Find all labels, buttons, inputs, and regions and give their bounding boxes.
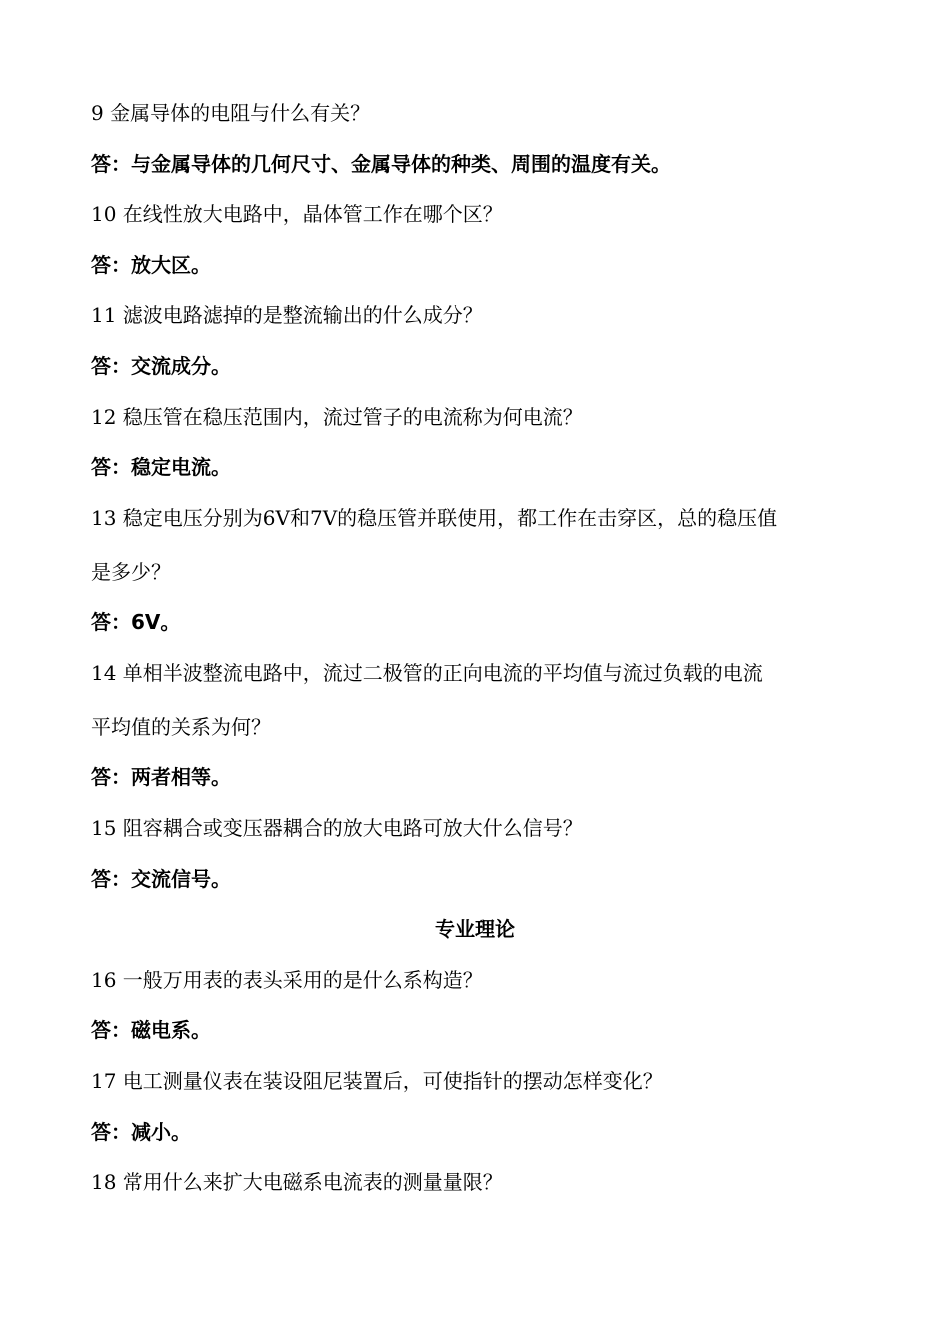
question-15: 15 阻容耦合或变压器耦合的放大电路可放大什么信号？: [91, 816, 583, 840]
question-14-line-2: 平均值的关系为何？: [91, 715, 271, 739]
answer-15: 答：交流信号。: [91, 867, 231, 891]
question-14-line-1: 14 单相半波整流电路中，流过二极管的正向电流的平均值与流过负载的电流: [91, 661, 763, 685]
section-heading: 专业理论: [435, 917, 515, 941]
answer-12: 答：稳定电流。: [91, 455, 231, 479]
answer-10: 答：放大区。: [91, 253, 211, 277]
question-12: 12 稳压管在稳压范围内，流过管子的电流称为何电流？: [91, 405, 583, 429]
question-13-line-2: 是多少？: [91, 560, 171, 584]
answer-17: 答：减小。: [91, 1120, 191, 1144]
question-16: 16 一般万用表的表头采用的是什么系构造？: [91, 968, 483, 992]
answer-16: 答：磁电系。: [91, 1018, 211, 1042]
answer-14: 答：两者相等。: [91, 765, 231, 789]
question-18: 18 常用什么来扩大电磁系电流表的测量量限？: [91, 1170, 503, 1194]
question-11: 11 滤波电路滤掉的是整流输出的什么成分？: [91, 303, 483, 327]
answer-11: 答：交流成分。: [91, 354, 231, 378]
answer-13: 答：6V。: [91, 610, 181, 634]
answer-9: 答：与金属导体的几何尺寸、金属导体的种类、周围的温度有关。: [91, 152, 671, 176]
question-10: 10 在线性放大电路中，晶体管工作在哪个区？: [91, 202, 503, 226]
question-17: 17 电工测量仪表在装设阻尼装置后，可使指针的摆动怎样变化？: [91, 1069, 663, 1093]
question-13-line-1: 13 稳定电压分别为6V和7V的稳压管并联使用，都工作在击穿区，总的稳压值: [91, 506, 778, 530]
question-9: 9 金属导体的电阻与什么有关？: [91, 101, 371, 125]
